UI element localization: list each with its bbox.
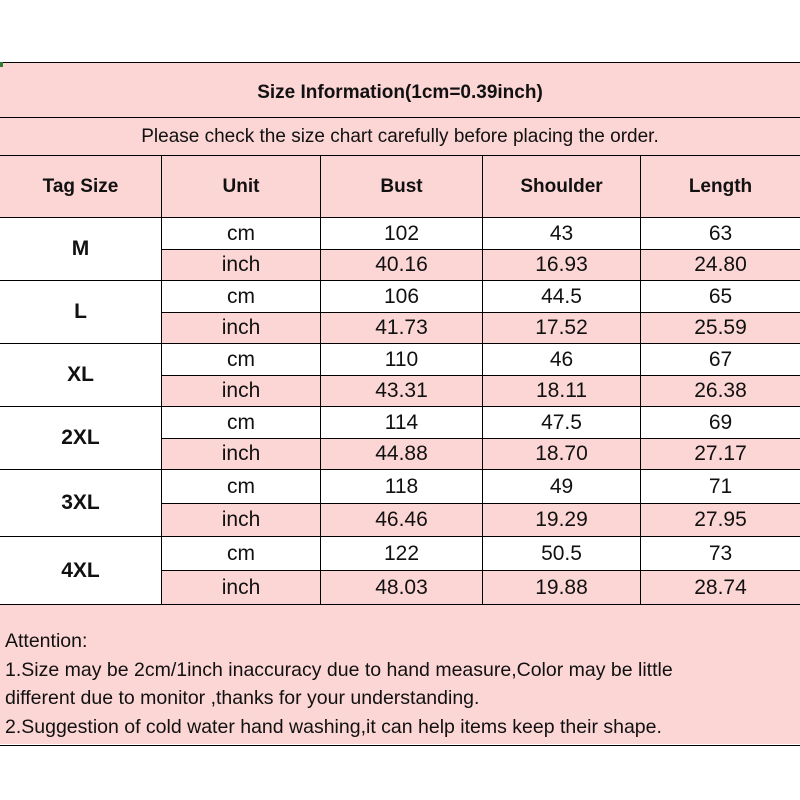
length-value: 27.95: [640, 504, 800, 536]
tag-size-4xl: 4XL: [61, 558, 100, 582]
unit-value: cm: [161, 537, 320, 570]
shoulder-value: 17.52: [482, 313, 640, 343]
tag-size-3xl: 3XL: [61, 491, 100, 514]
attention-line-1: 1.Size may be 2cm/1inch inaccuracy due to hand measure,Color may be little: [5, 658, 673, 681]
tag-size-m: M: [71, 237, 90, 260]
unit-value: inch: [161, 313, 320, 343]
bust-value: 114: [320, 407, 482, 438]
chart-subtitle: Please check the size chart carefully before placing the order.: [141, 125, 659, 147]
length-value: 73: [640, 537, 800, 570]
col-header-tag-size: Tag Size: [42, 175, 119, 197]
cm-row: [161, 537, 800, 571]
shoulder-value: 47.5: [482, 407, 640, 438]
length-value: 24.80: [640, 250, 800, 280]
shoulder-value: 18.70: [482, 439, 640, 469]
shoulder-value: 49: [482, 470, 640, 503]
bust-value: 46.46: [320, 504, 482, 536]
unit-value: inch: [161, 439, 320, 469]
bust-value: 118: [320, 470, 482, 503]
col-header-shoulder: Shoulder: [482, 156, 640, 217]
unit-value: inch: [161, 504, 320, 536]
tag-size-xl: XL: [67, 363, 94, 386]
subtitle-row: [0, 118, 800, 156]
length-value: 63: [640, 218, 800, 249]
inch-row: [161, 504, 800, 536]
inch-row: [161, 313, 800, 343]
length-value: 71: [640, 470, 800, 503]
shoulder-value: 16.93: [482, 250, 640, 280]
unit-value: cm: [161, 470, 320, 503]
shoulder-value: 44.5: [482, 281, 640, 312]
size-group-2xl: [0, 407, 800, 470]
bust-value: 122: [320, 537, 482, 570]
cm-row: [161, 407, 800, 439]
cm-row: [161, 281, 800, 313]
bust-value: 43.31: [320, 376, 482, 406]
inch-row: [161, 250, 800, 280]
title-row: [0, 63, 800, 118]
tag-size-l: L: [74, 300, 87, 323]
length-value: 67: [640, 344, 800, 375]
attention-line-2: different due to monitor ,thanks for your understanding.: [5, 687, 480, 709]
bust-value: 44.88: [320, 439, 482, 469]
size-group-xl: [0, 344, 800, 407]
length-value: 25.59: [640, 313, 800, 343]
shoulder-value: 46: [482, 344, 640, 375]
chart-title: Size Information(1cm=0.39inch): [257, 82, 543, 103]
bust-value: 102: [320, 218, 482, 249]
length-value: 26.38: [640, 376, 800, 406]
col-header-bust: Bust: [320, 156, 482, 217]
bust-value: 106: [320, 281, 482, 312]
length-value: 69: [640, 407, 800, 438]
length-value: 28.74: [640, 571, 800, 604]
bust-value: 48.03: [320, 571, 482, 604]
unit-value: inch: [161, 571, 320, 604]
attention-heading: Attention:: [5, 630, 88, 652]
shoulder-value: 18.11: [482, 376, 640, 406]
unit-value: cm: [161, 218, 320, 249]
cm-row: [161, 218, 800, 250]
shoulder-value: 50.5: [482, 537, 640, 570]
length-value: 27.17: [640, 439, 800, 469]
inch-row: [161, 439, 800, 469]
shoulder-value: 43: [482, 218, 640, 249]
bust-value: 40.16: [320, 250, 482, 280]
cm-row: [161, 344, 800, 376]
tag-size-2xl: 2XL: [61, 426, 100, 449]
header-row: [0, 156, 800, 218]
unit-value: inch: [161, 376, 320, 406]
unit-value: cm: [161, 281, 320, 312]
bust-value: 110: [320, 344, 482, 375]
unit-value: cm: [161, 407, 320, 438]
inch-row: [161, 376, 800, 406]
corner-accent: [0, 62, 3, 67]
cm-row: [161, 470, 800, 504]
shoulder-value: 19.29: [482, 504, 640, 536]
bust-value: 41.73: [320, 313, 482, 343]
size-group-l: [0, 281, 800, 344]
size-group-3xl: [0, 470, 800, 537]
unit-value: cm: [161, 344, 320, 375]
inch-row: [161, 571, 800, 604]
length-value: 65: [640, 281, 800, 312]
size-group-m: [0, 218, 800, 281]
unit-value: inch: [161, 250, 320, 280]
shoulder-value: 19.88: [482, 571, 640, 604]
col-header-length: Length: [640, 156, 800, 217]
attention-line-3: 2.Suggestion of cold water hand washing,it can help items keep their shape.: [5, 715, 662, 738]
col-header-unit: Unit: [161, 156, 320, 217]
attention-section: [0, 604, 800, 744]
size-group-4xl: [0, 537, 800, 605]
